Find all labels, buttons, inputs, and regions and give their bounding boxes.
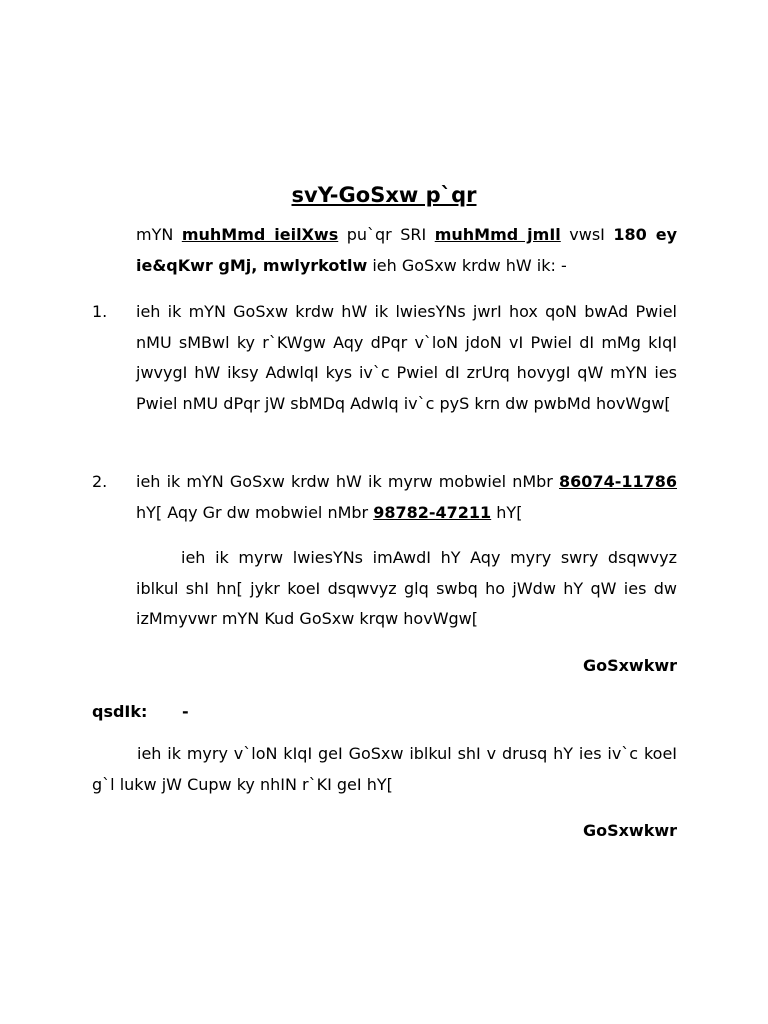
item-2-text-3: hY[ xyxy=(491,502,523,522)
intro-text-2: pu`qr SRI xyxy=(338,225,435,244)
item-2-text xyxy=(136,467,677,528)
item-2-text-2: hY[ Aqy Gr dw mobwiel nMbr xyxy=(136,502,374,522)
intro-text-1: mYN xyxy=(136,225,182,244)
item-number-1: 1. xyxy=(92,302,108,321)
verification-dash: - xyxy=(182,702,189,721)
page-title: svY-GoSxw p`qr xyxy=(291,183,477,207)
signature-label-2: GoSxwkwr xyxy=(582,821,677,840)
item-1-text: ieh ik mYN GoSxw krdw hW ik lwiesYNs jwrI hox qoN bwAd Pwiel nMU sMBwl ky r`KWgw Aqy dPqr v`loN jdoN vI Pwiel dI mMg kIqI jwvygI hW iksy AdwlqI kys iv`c Pwiel dI zrUrq hovygI qW mYN ies Pwiel nMU dPqr jW sbMDq Adwlq iv`c pyS krn dw pwbMd hovWgw[ xyxy=(136,302,677,413)
item-2-text-1: ieh ik mYN GoSxw krdw hW ik myrw mobwiel nMbr xyxy=(136,472,560,491)
mobile-number-2: 98782-47211 xyxy=(373,502,492,522)
mobile-number-1: 86074-11786 xyxy=(559,472,677,491)
item-number-2: 2. xyxy=(92,472,108,491)
declarant-name: muhMmd ieilXws xyxy=(181,225,339,244)
intro-paragraph xyxy=(136,220,677,281)
intro-text-3: vwsI xyxy=(560,225,614,244)
signature-label-1: GoSxwkwr xyxy=(582,656,677,675)
paragraph-3: ieh ik myrw lwiesYNs imAwdI hY Aqy myry swry dsqwvyz iblkul shI hn[ jykr koeI dsqwvyz glq swbq ho jWdw hY qW ies dw izMmyvwr mYN Kud GoSxw krqw hovWgw[ xyxy=(136,548,677,628)
verification-label: qsdIk: xyxy=(92,702,148,721)
intro-text-4: ieh GoSxw krdw hW ik: - xyxy=(367,255,567,275)
verification-text: ieh ik myry v`loN kIqI geI GoSxw iblkul shI v drusq hY ies iv`c koeI g`l lukw jW Cupw ky nhIN r`KI geI hY[ xyxy=(92,744,677,794)
father-name: muhMmd jmIl xyxy=(434,225,561,244)
address: 180 ey ie&qKwr gMj, mwlyrkotlw xyxy=(136,225,678,275)
